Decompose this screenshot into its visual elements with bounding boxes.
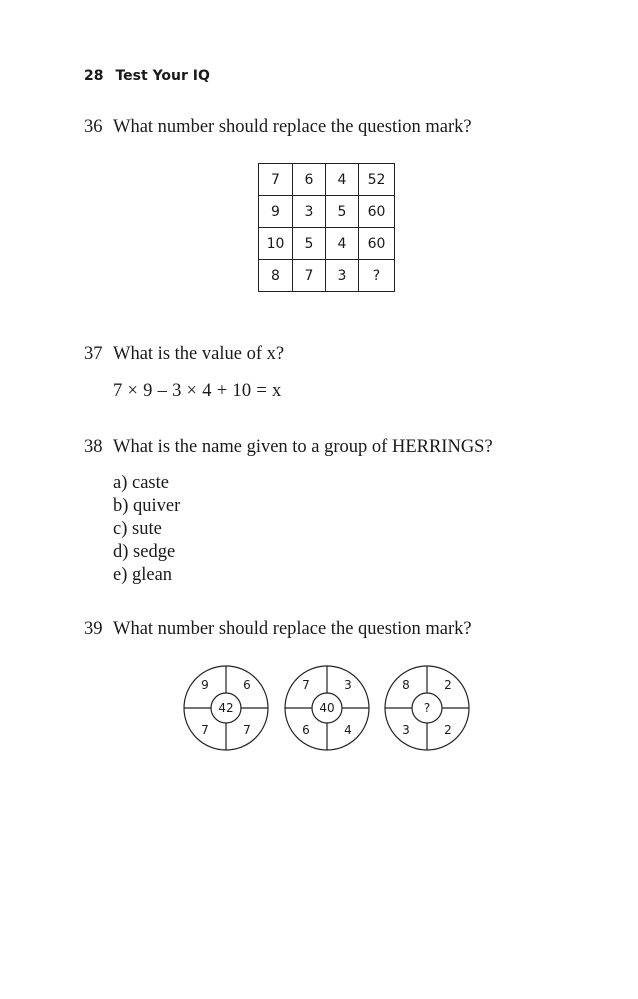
grid-cell: 7 — [293, 260, 326, 292]
circle-3-center: ? — [423, 701, 431, 715]
grid-cell: 7 — [259, 164, 293, 196]
question-text: What number should replace the question mark? — [113, 619, 472, 639]
equation: 7 × 9 – 3 × 4 + 10 = x — [113, 381, 282, 401]
circle-3-bottom-right: 2 — [444, 723, 452, 737]
circle-3-bottom-left: 3 — [402, 723, 410, 737]
grid-cell: 10 — [259, 228, 293, 260]
option-d: d) sedge — [113, 542, 176, 562]
grid-cell: 6 — [293, 164, 326, 196]
page-number: 28 — [84, 68, 104, 84]
circle-3-top-left: 8 — [402, 678, 410, 692]
grid-cell: 4 — [326, 164, 359, 196]
book-title: Test Your IQ — [115, 68, 210, 84]
grid-cell: 5 — [293, 228, 326, 260]
question-number: 36 — [84, 117, 103, 137]
question-text: What is the value of x? — [113, 344, 285, 364]
grid-cell: 3 — [326, 260, 359, 292]
grid-cell: 52 — [359, 164, 395, 196]
circle-1-center: 42 — [218, 701, 234, 715]
circle-2-center: 40 — [319, 701, 335, 715]
option-b: b) quiver — [113, 496, 181, 516]
option-c: c) sute — [113, 519, 162, 539]
grid-cell: ? — [359, 260, 395, 292]
circle-3-top-right: 2 — [444, 678, 452, 692]
grid-cell: 60 — [359, 228, 395, 260]
circle-2-bottom-left: 6 — [302, 723, 310, 737]
circle-1-top-right: 6 — [243, 678, 251, 692]
grid-cell: 60 — [359, 196, 395, 228]
circle-1-bottom-left: 7 — [201, 723, 209, 737]
circle-1-top-left: 9 — [201, 678, 209, 692]
circle-1-bottom-right: 7 — [243, 723, 251, 737]
grid-cell: 5 — [326, 196, 359, 228]
grid-cell: 9 — [259, 196, 293, 228]
question-number: 37 — [84, 344, 103, 364]
grid-cell: 4 — [326, 228, 359, 260]
circle-2-bottom-right: 4 — [344, 723, 352, 737]
circle-2-top-right: 3 — [344, 678, 352, 692]
question-number: 38 — [84, 437, 103, 457]
question-number: 39 — [84, 619, 103, 639]
option-e: e) glean — [113, 565, 173, 585]
grid-cell: 3 — [293, 196, 326, 228]
grid-cell: 8 — [259, 260, 293, 292]
question-text: What number should replace the question mark? — [113, 117, 472, 137]
circle-2-top-left: 7 — [302, 678, 310, 692]
option-a: a) caste — [113, 473, 169, 493]
question-text: What is the name given to a group of HERRINGS? — [113, 437, 493, 457]
